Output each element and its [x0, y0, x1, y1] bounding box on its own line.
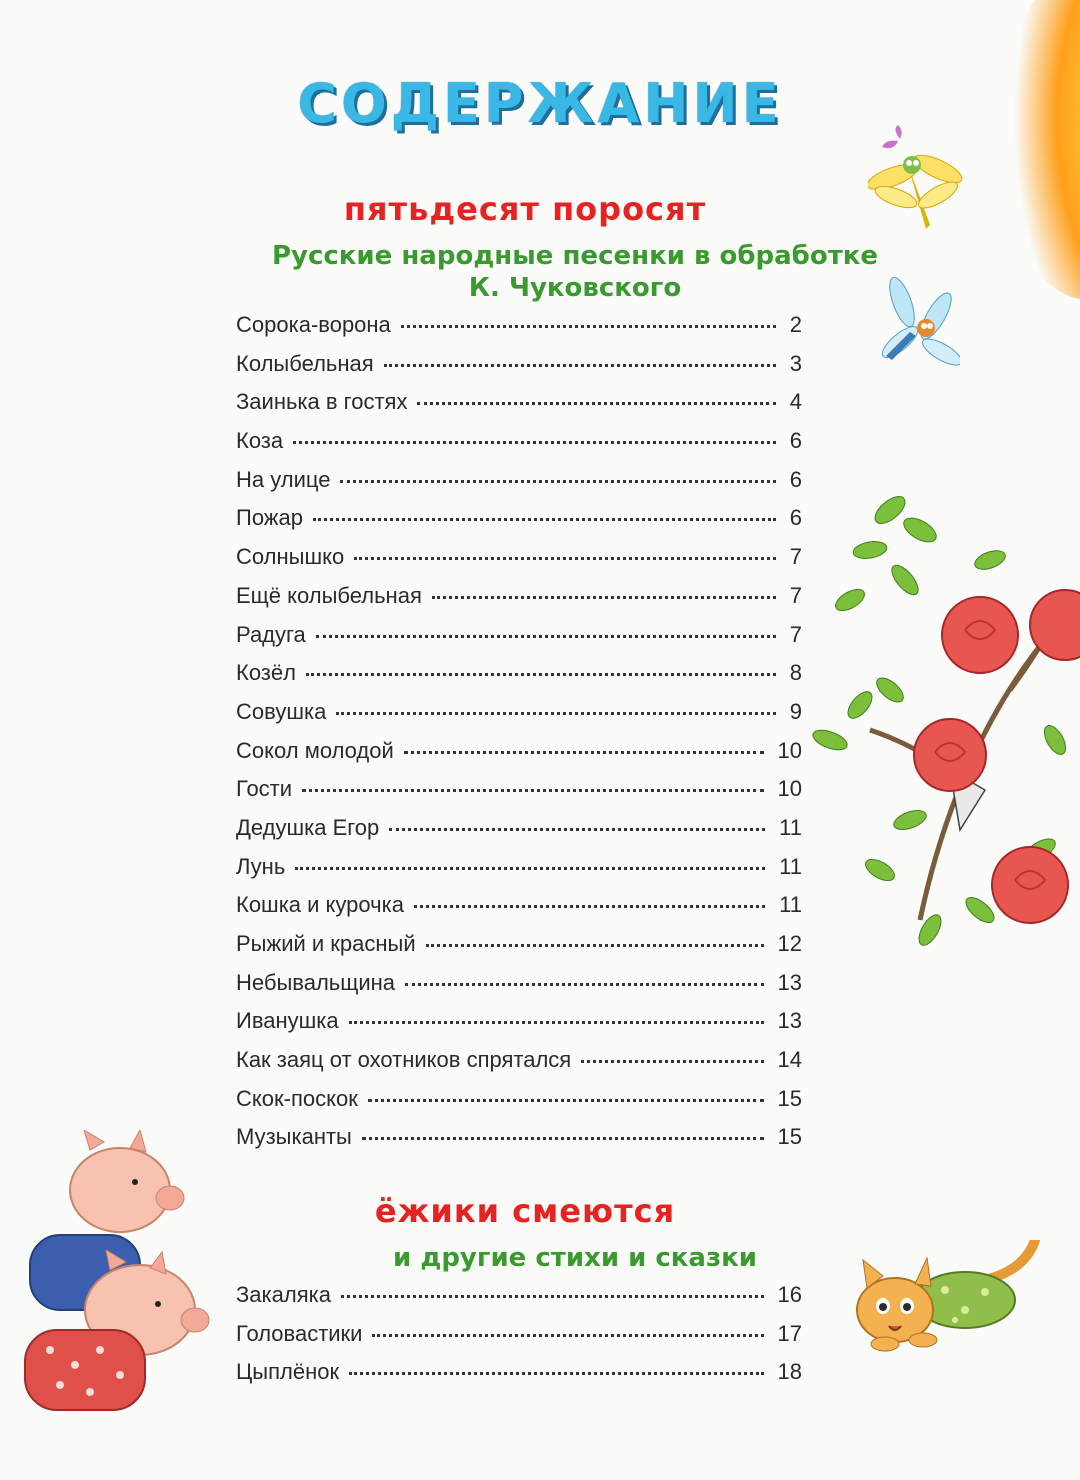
toc-entry-page: 2 — [789, 312, 802, 337]
toc-entry-page: 17 — [777, 1320, 802, 1346]
toc-entry-title: Как заяц от охотников спрятался — [236, 1047, 572, 1073]
toc-entry-page: 3 — [789, 350, 802, 376]
toc-entry-title: Сорока-ворона — [236, 312, 391, 337]
toc-entry-title: Совушка — [236, 698, 327, 724]
dot-leader — [336, 712, 775, 715]
toc-entry-page: 14 — [777, 1047, 802, 1073]
toc-entry-title: Рыжий и красный — [236, 931, 416, 956]
toc-entry[interactable] — [236, 1008, 802, 1047]
toc-entry[interactable] — [236, 776, 802, 815]
section-title-1: пятьдесят поросят — [343, 190, 707, 228]
dot-leader — [404, 751, 764, 754]
toc-entry-page: 16 — [777, 1282, 802, 1307]
page-title: СОДЕРЖАНИЕ — [297, 72, 783, 135]
section-subtitle-1-line1: Русские народные песенки в обработке — [271, 241, 879, 271]
toc-entry[interactable] — [236, 1359, 802, 1398]
dragonfly-yellow-icon — [868, 125, 968, 245]
toc-entry-title: Иванушка — [236, 1008, 339, 1034]
toc-entry-title: Головастики — [236, 1320, 363, 1346]
dot-leader — [302, 789, 763, 792]
section-subtitle-1-line2: К. Чуковского — [468, 273, 682, 303]
toc-entry-title: Сокол молодой — [236, 737, 394, 763]
toc-entry-page: 4 — [789, 389, 802, 415]
dot-leader — [295, 867, 765, 870]
toc-entry[interactable] — [236, 312, 802, 351]
dot-leader — [417, 402, 775, 405]
toc-list-1 — [236, 312, 802, 1163]
toc-entry[interactable] — [236, 699, 802, 738]
dot-leader — [293, 441, 776, 444]
toc-entry[interactable] — [236, 1124, 802, 1163]
toc-entry-page: 9 — [789, 698, 802, 724]
toc-entry-page: 6 — [789, 466, 802, 492]
dot-leader — [362, 1137, 764, 1140]
dot-leader — [354, 557, 776, 560]
toc-entry[interactable] — [236, 931, 802, 970]
toc-entry-page: 11 — [779, 814, 802, 840]
dot-leader — [341, 1295, 764, 1298]
dot-leader — [405, 983, 763, 986]
toc-entry[interactable] — [236, 583, 802, 622]
toc-entry[interactable] — [236, 1047, 802, 1086]
sun-illustration — [990, 0, 1080, 300]
dot-leader — [316, 635, 776, 638]
toc-entry-title: Закаляка — [236, 1282, 331, 1307]
toc-entry-title: Дедушка Егор — [236, 814, 380, 840]
toc-entry[interactable] — [236, 1321, 802, 1360]
section-title-2: ёжики смеются — [374, 1192, 676, 1230]
dot-leader — [313, 518, 776, 521]
toc-entry[interactable] — [236, 428, 802, 467]
toc-entry-page: 7 — [789, 544, 802, 570]
toc-entry[interactable] — [236, 505, 802, 544]
toc-entry-page: 12 — [777, 931, 802, 956]
toc-entry-title: Гости — [236, 776, 293, 802]
dot-leader — [306, 673, 776, 676]
toc-entry-title: Пожар — [236, 505, 303, 531]
toc-entry[interactable] — [236, 351, 802, 390]
dot-leader — [349, 1021, 764, 1024]
toc-list-2 — [236, 1282, 802, 1398]
toc-entry[interactable] — [236, 544, 802, 583]
toc-entry-title: Коза — [236, 428, 284, 454]
toc-entry-title: Небывальщина — [236, 969, 396, 995]
toc-entry-title: Цыплёнок — [236, 1359, 340, 1385]
toc-entry-title: Лунь — [236, 853, 286, 879]
toc-entry-page: 6 — [789, 428, 802, 454]
toc-entry-page: 8 — [789, 660, 802, 686]
toc-entry[interactable] — [236, 738, 802, 777]
toc-entry[interactable] — [236, 389, 802, 428]
toc-entry[interactable] — [236, 815, 802, 854]
toc-entry-page: 11 — [779, 853, 802, 879]
toc-entry-page: 7 — [789, 621, 802, 647]
toc-entry-title: Солнышко — [236, 544, 345, 570]
toc-entry-page: 11 — [779, 892, 802, 918]
toc-entry[interactable] — [236, 854, 802, 893]
toc-entry-page: 18 — [777, 1359, 802, 1385]
toc-entry-page: 15 — [777, 1085, 802, 1111]
dot-leader — [426, 944, 764, 947]
toc-entry-title: Кошка и курочка — [236, 892, 404, 918]
dot-leader — [401, 325, 776, 328]
dot-leader — [389, 828, 765, 831]
toc-entry[interactable] — [236, 622, 802, 661]
toc-entry-page: 13 — [777, 1008, 802, 1034]
toc-entry[interactable] — [236, 970, 802, 1009]
toc-entry-title: На улице — [236, 466, 331, 492]
toc-entry-page: 15 — [777, 1124, 802, 1150]
toc-entry-title: Колыбельная — [236, 350, 374, 376]
toc-entry-page: 7 — [789, 582, 802, 608]
toc-entry-page: 13 — [777, 969, 802, 995]
toc-entry-title: Заинька в гостях — [236, 389, 408, 415]
toc-entry[interactable] — [236, 1086, 802, 1125]
section-subtitle-2: и другие стихи и сказки — [393, 1243, 757, 1273]
toc-entry-title: Скок-поскок — [236, 1085, 358, 1111]
dot-leader — [414, 905, 765, 908]
toc-entry-title: Радуга — [236, 621, 306, 647]
toc-entry-title: Козёл — [236, 660, 296, 686]
toc-entry[interactable] — [236, 892, 802, 931]
dot-leader — [384, 364, 776, 367]
toc-entry-title: Музыканты — [236, 1124, 352, 1150]
dot-leader — [432, 596, 776, 599]
toc-entry[interactable] — [236, 467, 802, 506]
rose-branch-illustration — [810, 490, 1080, 990]
dot-leader — [340, 480, 775, 483]
dot-leader — [368, 1099, 764, 1102]
toc-entry-title: Ещё колыбельная — [236, 582, 422, 608]
dot-leader — [581, 1060, 763, 1063]
toc-entry[interactable] — [236, 660, 802, 699]
dot-leader — [349, 1372, 763, 1375]
toc-entry-page: 10 — [777, 776, 802, 802]
toc-entry-page: 6 — [789, 505, 802, 531]
toc-entry[interactable] — [236, 1282, 802, 1321]
toc-entry-page: 10 — [777, 737, 802, 763]
dot-leader — [372, 1334, 763, 1337]
